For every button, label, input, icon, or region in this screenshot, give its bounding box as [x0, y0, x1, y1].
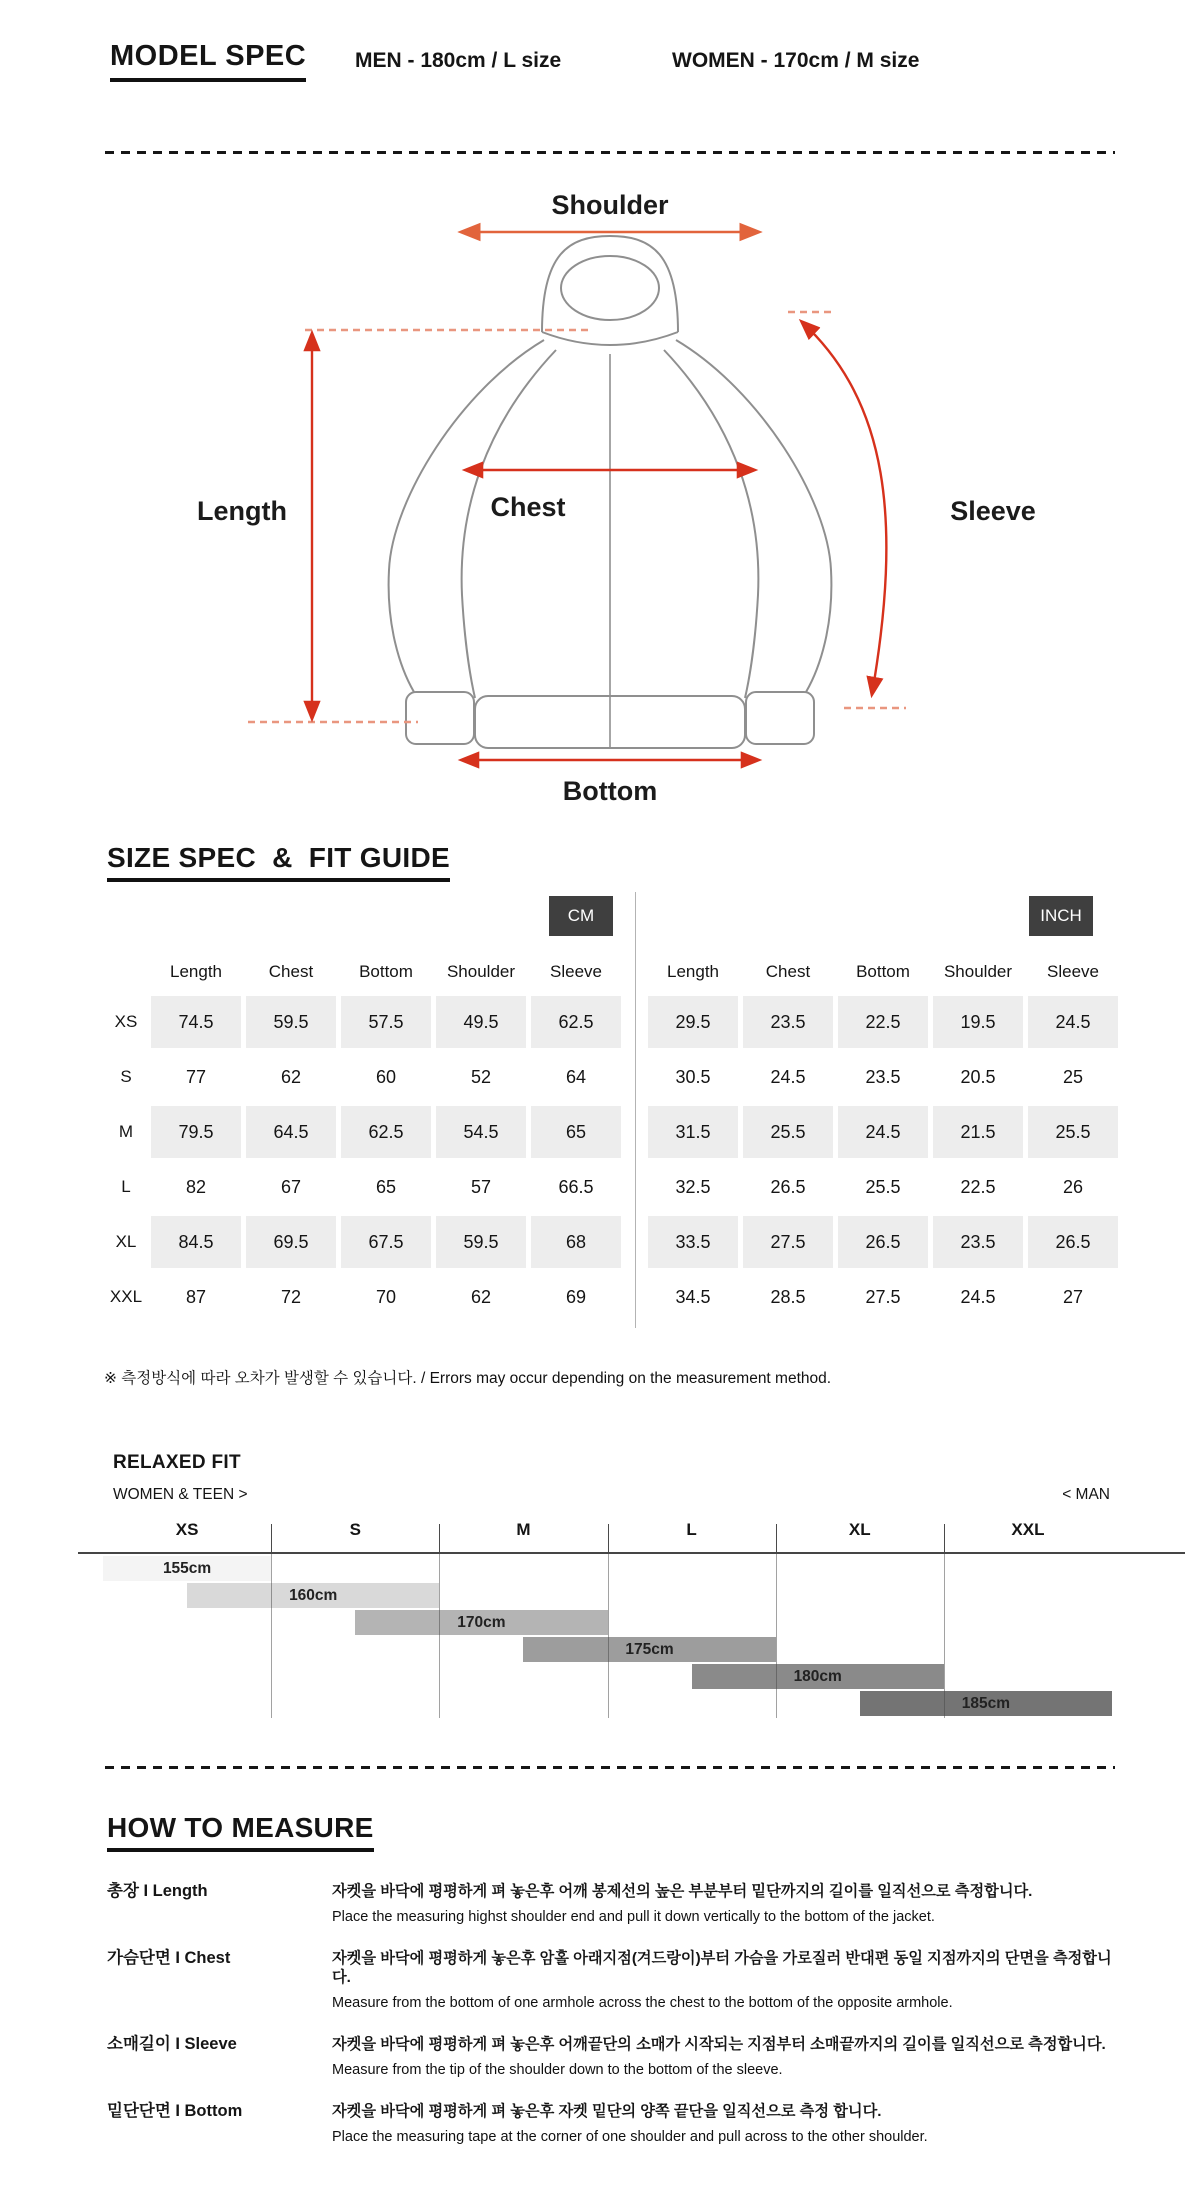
left-cuff	[406, 692, 474, 744]
fit-size-tick	[271, 1524, 272, 1552]
size-value: 33.5	[648, 1216, 738, 1268]
fit-size-label: XXL	[1011, 1520, 1045, 1539]
fit-bar-label: 170cm	[457, 1614, 506, 1631]
size-value: 64	[565, 1066, 587, 1087]
size-value: 84.5	[151, 1216, 241, 1268]
fit-bar	[692, 1664, 944, 1689]
size-value: 24.5	[838, 1106, 928, 1158]
measure-text-english: Measure from the tip of the shoulder down to the bottom of the sleeve.	[332, 2062, 783, 2078]
size-label: M	[118, 1121, 134, 1141]
fit-bar	[523, 1637, 775, 1662]
fit-size-tick	[439, 1524, 440, 1552]
measure-label: 총장 I Length	[107, 1882, 208, 1900]
measure-guides	[248, 312, 906, 722]
size-value: 69.5	[246, 1216, 336, 1268]
measure-text-korean: 자켓을 바닥에 평평하게 펴 놓은후 어깨끝단의 소매가 시작되는 지점부터 소매끝까지의 길이를 일직선으로 측정합니다.	[332, 2036, 1106, 2053]
cm-table	[105, 890, 621, 1332]
table-divider	[635, 892, 636, 1328]
right-body-seam	[664, 350, 758, 698]
size-value: 25.5	[1028, 1106, 1118, 1158]
fit-bar-label: 160cm	[289, 1587, 338, 1604]
measure-row	[107, 1882, 1117, 1927]
model-spec-header	[0, 40, 1200, 124]
size-value: 62.5	[341, 1106, 431, 1158]
fit-column-line	[776, 1552, 777, 1718]
size-value: 24.5	[770, 1066, 806, 1087]
table-row	[648, 1049, 1123, 1104]
fit-guide-chart	[0, 1452, 1200, 1742]
right-cuff	[746, 692, 814, 744]
size-value: 52	[470, 1066, 492, 1087]
shoulder-label: Shoulder	[551, 190, 669, 220]
size-value: 19.5	[933, 996, 1023, 1048]
fit-left-label: WOMEN & TEEN >	[113, 1486, 248, 1503]
size-value: 27.5	[865, 1286, 901, 1307]
size-value: 23.5	[865, 1066, 901, 1087]
fit-bar	[355, 1610, 607, 1635]
fit-bar-label: 180cm	[793, 1668, 842, 1685]
fit-size-tick	[608, 1524, 609, 1552]
measure-text-english: Measure from the bottom of one armhole across the chest to the bottom of the opposite armhole.	[332, 1995, 953, 2011]
size-value: 26.5	[770, 1176, 806, 1197]
measure-row	[107, 2035, 1117, 2080]
size-value: 74.5	[151, 996, 241, 1048]
size-value: 22.5	[838, 996, 928, 1048]
fit-column-line	[944, 1552, 945, 1718]
length-label: Length	[197, 496, 287, 526]
table-row	[105, 1214, 626, 1269]
size-label: L	[121, 1176, 131, 1196]
size-value: 27	[1062, 1286, 1084, 1307]
size-value: 82	[185, 1176, 207, 1197]
dashed-divider-top	[105, 151, 1115, 154]
fit-size-label: M	[516, 1520, 531, 1539]
size-value: 67.5	[341, 1216, 431, 1268]
size-value: 62	[280, 1066, 302, 1087]
size-value: 23.5	[743, 996, 833, 1048]
inch-badge: INCH	[1029, 896, 1093, 936]
fit-bar-label: 155cm	[162, 1560, 212, 1577]
measure-description	[332, 1949, 1117, 2013]
jacket-outline	[389, 236, 832, 748]
measure-row	[107, 2102, 1117, 2147]
size-value: 22.5	[960, 1176, 996, 1197]
fit-bar	[187, 1583, 439, 1608]
size-value: 66.5	[558, 1176, 594, 1197]
model-spec-men: MEN - 180cm / L size	[355, 49, 562, 72]
bottom-label: Bottom	[562, 776, 658, 806]
size-value: 70	[375, 1286, 397, 1307]
how-to-measure-section	[107, 1812, 1117, 2169]
table-row	[648, 1214, 1123, 1269]
table-row	[105, 1269, 626, 1324]
size-value: 60	[375, 1066, 397, 1087]
column-header: Chest	[268, 962, 314, 981]
measure-text-english: Place the measuring highst shoulder end and pull it down vertically to the bottom of the jacket.	[332, 1909, 935, 1925]
dashed-divider-bottom	[105, 1766, 1115, 1769]
size-value: 68	[531, 1216, 621, 1268]
fit-column-line	[608, 1552, 609, 1718]
measure-description	[332, 2035, 1117, 2080]
size-value: 72	[280, 1286, 302, 1307]
size-value: 25.5	[743, 1106, 833, 1158]
fit-axis-line	[78, 1552, 1185, 1554]
fit-guide-title: RELAXED FIT	[113, 1452, 241, 1473]
size-value: 77	[185, 1066, 207, 1087]
size-value: 62.5	[531, 996, 621, 1048]
sleeve-label: Sleeve	[950, 496, 1036, 526]
page-title: MODEL SPEC	[110, 40, 306, 82]
column-header: Sleeve	[1047, 962, 1099, 981]
table-row	[648, 1104, 1123, 1159]
fit-right-label: < MAN	[1062, 1486, 1110, 1503]
size-spec-title: SIZE SPEC & FIT GUIDE	[107, 842, 450, 882]
size-value: 49.5	[436, 996, 526, 1048]
size-label: S	[120, 1066, 132, 1086]
column-header: Shoulder	[446, 962, 516, 981]
size-value: 30.5	[675, 1066, 711, 1087]
table-row	[648, 1269, 1123, 1324]
measure-text-korean: 자켓을 바닥에 평평하게 놓은후 암홀 아래지점(겨드랑이)부터 가슴을 가로질러 반대편 동일 지점까지의 단면을 측정합니다.	[332, 1950, 1112, 1986]
measure-text-korean: 자켓을 바닥에 평평하게 펴 놓은후 자켓 밑단의 양쪽 끝단을 일직선으로 측정 합니다.	[332, 2103, 882, 2120]
size-value: 27.5	[743, 1216, 833, 1268]
column-header: Length	[667, 962, 719, 981]
size-value: 26	[1062, 1176, 1084, 1197]
size-value: 25.5	[865, 1176, 901, 1197]
measure-rows	[107, 1882, 1117, 2147]
size-spec-table	[105, 890, 1118, 1332]
column-header: Chest	[765, 962, 811, 981]
size-value: 26.5	[1028, 1216, 1118, 1268]
measure-label: 소매길이 I Sleeve	[107, 2035, 237, 2053]
measure-description	[332, 1882, 1117, 1927]
column-header: Bottom	[359, 962, 413, 981]
size-value: 59.5	[246, 996, 336, 1048]
collar-opening	[561, 256, 659, 320]
size-value: 57.5	[341, 996, 431, 1048]
size-value: 65	[531, 1106, 621, 1158]
size-value: 21.5	[933, 1106, 1023, 1158]
fit-column-line	[271, 1552, 272, 1718]
fit-bar-label: 175cm	[625, 1641, 674, 1658]
size-value: 23.5	[933, 1216, 1023, 1268]
size-value: 57	[470, 1176, 492, 1197]
jacket-measure-diagram	[100, 170, 1100, 830]
size-label: XL	[115, 1231, 137, 1251]
fit-size-label: XL	[848, 1520, 871, 1539]
inch-table-head	[648, 962, 1123, 982]
size-value: 20.5	[960, 1066, 996, 1087]
cm-table-body	[105, 994, 626, 1324]
table-row	[648, 1159, 1123, 1214]
measure-label: 밑단단면 I Bottom	[107, 2102, 243, 2120]
inch-table-body	[648, 994, 1123, 1324]
model-spec-women: WOMEN - 170cm / M size	[672, 49, 920, 72]
size-value: 24.5	[1028, 996, 1118, 1048]
sleeve-arrow	[802, 322, 886, 694]
how-to-measure-title: HOW TO MEASURE	[107, 1812, 374, 1852]
fit-size-tick	[776, 1524, 777, 1552]
measure-label: 가슴단면 I Chest	[107, 1949, 231, 1967]
size-value: 32.5	[675, 1176, 711, 1197]
cm-table-head	[105, 962, 626, 982]
chest-label: Chest	[490, 492, 566, 522]
fit-bar-label: 185cm	[961, 1695, 1010, 1712]
size-label: XS	[114, 1011, 138, 1031]
collar-outer	[542, 236, 678, 332]
size-value: 26.5	[838, 1216, 928, 1268]
column-header: Bottom	[856, 962, 910, 981]
left-body-seam	[462, 350, 556, 698]
fit-bar	[103, 1556, 271, 1581]
column-header: Sleeve	[550, 962, 602, 981]
fit-size-tick	[944, 1524, 945, 1552]
fit-column-line	[439, 1552, 440, 1718]
column-header: Shoulder	[943, 962, 1013, 981]
fit-size-label: XS	[175, 1520, 199, 1539]
collar-seam	[542, 332, 678, 345]
size-value: 65	[375, 1176, 397, 1197]
size-value: 29.5	[648, 996, 738, 1048]
size-value: 24.5	[960, 1286, 996, 1307]
fit-bar	[860, 1691, 1112, 1716]
size-value: 28.5	[770, 1286, 806, 1307]
size-value: 69	[565, 1286, 587, 1307]
size-value: 79.5	[151, 1106, 241, 1158]
measurement-note: ※ 측정방식에 따라 오차가 발생할 수 있습니다. / Errors may occur depending on the measurement method.	[104, 1370, 832, 1387]
table-row	[105, 994, 626, 1049]
size-value: 62	[470, 1286, 492, 1307]
size-value: 25	[1062, 1066, 1084, 1087]
measure-row	[107, 1949, 1117, 2013]
size-label: XXL	[109, 1286, 143, 1306]
measure-text-korean: 자켓을 바닥에 평평하게 펴 놓은후 어깨 봉제선의 높은 부분부터 밑단까지의 길이를 일직선으로 측정합니다.	[332, 1883, 1033, 1900]
size-value: 64.5	[246, 1106, 336, 1158]
fit-size-label: L	[686, 1520, 697, 1539]
size-value: 34.5	[675, 1286, 711, 1307]
table-row	[105, 1049, 626, 1104]
head-spacer	[105, 962, 147, 982]
table-row	[105, 1159, 626, 1214]
size-value: 31.5	[648, 1106, 738, 1158]
table-row	[648, 994, 1123, 1049]
size-value: 67	[280, 1176, 302, 1197]
size-value: 54.5	[436, 1106, 526, 1158]
measure-description	[332, 2102, 1117, 2147]
fit-size-label: S	[349, 1520, 361, 1539]
measure-text-english: Place the measuring tape at the corner of one shoulder and pull across to the other shoulder.	[332, 2129, 928, 2145]
table-row	[105, 1104, 626, 1159]
column-header: Length	[170, 962, 222, 981]
cm-badge: CM	[549, 896, 613, 936]
size-value: 87	[185, 1286, 207, 1307]
size-value: 59.5	[436, 1216, 526, 1268]
inch-table	[648, 890, 1118, 1332]
